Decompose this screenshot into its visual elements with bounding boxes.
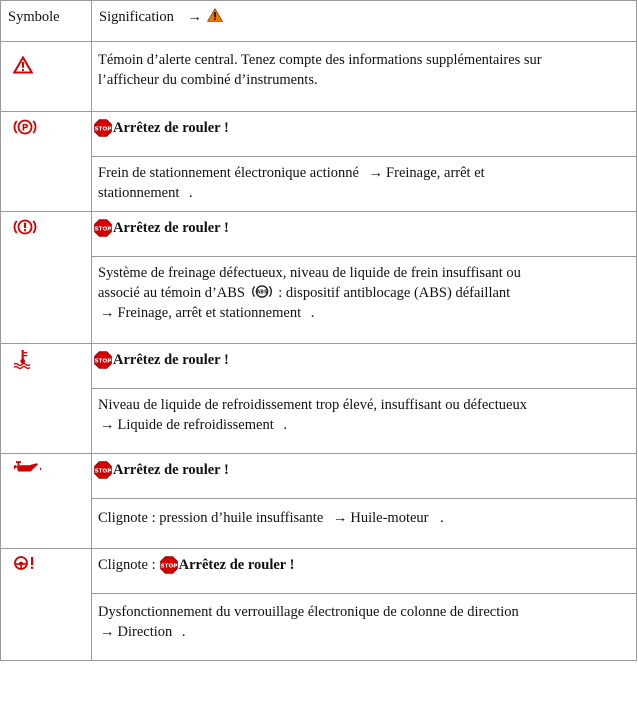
arrow-icon: → [100, 417, 115, 433]
row-text-line: Témoin d’alerte central. Tenez compte des informations supplémentaires sur [98, 52, 542, 68]
central-warning-triangle-icon [1, 42, 91, 74]
oil-can-icon [1, 454, 91, 474]
table-row [1, 42, 637, 112]
table-row [1, 549, 637, 594]
stop-sign-icon [94, 351, 112, 369]
row-text-line: Frein de stationnement électronique actionné [98, 165, 359, 181]
stop-sign-icon [160, 556, 178, 574]
arrow-icon: → [187, 9, 203, 25]
signification-cell [92, 42, 637, 112]
cross-reference-link[interactable]: Liquide de refroidissement [117, 417, 274, 433]
stop-cell [92, 112, 637, 157]
steering-lock-icon [1, 549, 91, 571]
period: . [440, 510, 444, 526]
stop-warning-label: Arrêtez de rouler ! [113, 462, 229, 478]
signification-cell [92, 389, 637, 454]
table-row [1, 112, 637, 157]
cross-reference-link[interactable]: Freinage, arrêt et stationnement [117, 305, 302, 321]
signification-cell [92, 594, 637, 661]
period: . [283, 417, 287, 433]
stop-cell [92, 344, 637, 389]
svg-text:STOP: STOP [94, 358, 112, 365]
table-row [1, 344, 637, 389]
arrow-icon: → [332, 510, 348, 526]
header-signification-label: Signification [99, 9, 174, 25]
svg-text:STOP: STOP [160, 563, 177, 570]
period: . [188, 185, 193, 201]
cross-reference-link[interactable]: Huile-moteur [350, 510, 429, 526]
symbol-cell [1, 212, 92, 344]
symbol-cell [1, 112, 92, 212]
table-row [1, 454, 637, 499]
stop-cell [92, 212, 637, 257]
row-text-line: : dispositif antiblocage (ABS) défaillant [278, 285, 511, 301]
stop-warning-label: Arrêtez de rouler ! [113, 120, 229, 136]
period: . [310, 305, 315, 321]
stop-cell [92, 549, 637, 594]
cross-reference-link[interactable]: Direction [117, 624, 173, 640]
period: . [181, 624, 186, 640]
stop-sign-icon [94, 119, 112, 137]
stop-cell [92, 454, 637, 499]
row-text-line: Dysfonctionnement du verrouillage électronique de colonne de direction [98, 604, 519, 620]
parking-brake-icon [1, 112, 91, 136]
stop-sign-icon [94, 461, 112, 479]
abs-icon [251, 284, 273, 299]
header-symbol-label: Symbole [8, 9, 60, 25]
stop-warning-label: Arrêtez de rouler ! [113, 352, 229, 368]
cross-reference-link[interactable]: Freinage, arrêt et [386, 165, 485, 181]
row-text-line: Clignote : pression d’huile insuffisante [98, 510, 324, 526]
arrow-icon: → [100, 624, 115, 640]
signification-cell [92, 499, 637, 549]
row-text-line: Niveau de liquide de refroidissement trop élevé, insuffisant ou défectueux [98, 397, 527, 413]
warning-triangle-icon [207, 8, 223, 22]
table-header-row [1, 1, 637, 42]
brake-system-icon [1, 212, 91, 236]
svg-text:STOP: STOP [94, 226, 112, 233]
svg-text:STOP: STOP [94, 126, 112, 133]
symbol-cell [1, 549, 92, 661]
signification-cell [92, 257, 637, 344]
table-row [1, 594, 637, 661]
row-text-line: associé au témoin d’ABS [98, 285, 245, 301]
svg-text:ABS: ABS [256, 290, 268, 296]
table-row [1, 157, 637, 212]
row-text-line: Système de freinage défectueux, niveau de liquide de frein insuffisant ou [98, 265, 521, 281]
row-text-line: l’afficheur du combiné d’instruments. [98, 72, 318, 88]
table-row [1, 389, 637, 454]
arrow-icon: → [368, 165, 384, 181]
signification-cell [92, 157, 637, 212]
stop-warning-label: Arrêtez de rouler ! [178, 557, 295, 573]
stop-warning-label: Arrêtez de rouler ! [113, 220, 229, 236]
header-symbol [1, 1, 92, 42]
coolant-temperature-icon [1, 344, 91, 369]
symbol-cell [1, 344, 92, 454]
header-signification [92, 1, 637, 42]
symbol-cell [1, 42, 92, 112]
svg-text:P: P [21, 123, 29, 134]
table-row [1, 257, 637, 344]
arrow-icon: → [100, 305, 115, 321]
symbol-cell [1, 454, 92, 549]
table-row [1, 499, 637, 549]
svg-text:STOP: STOP [94, 468, 112, 475]
stop-sign-icon [94, 219, 112, 237]
table-row [1, 212, 637, 257]
cross-reference-link[interactable]: stationnement [98, 185, 180, 201]
row-prefix-label: Clignote : [98, 557, 156, 573]
